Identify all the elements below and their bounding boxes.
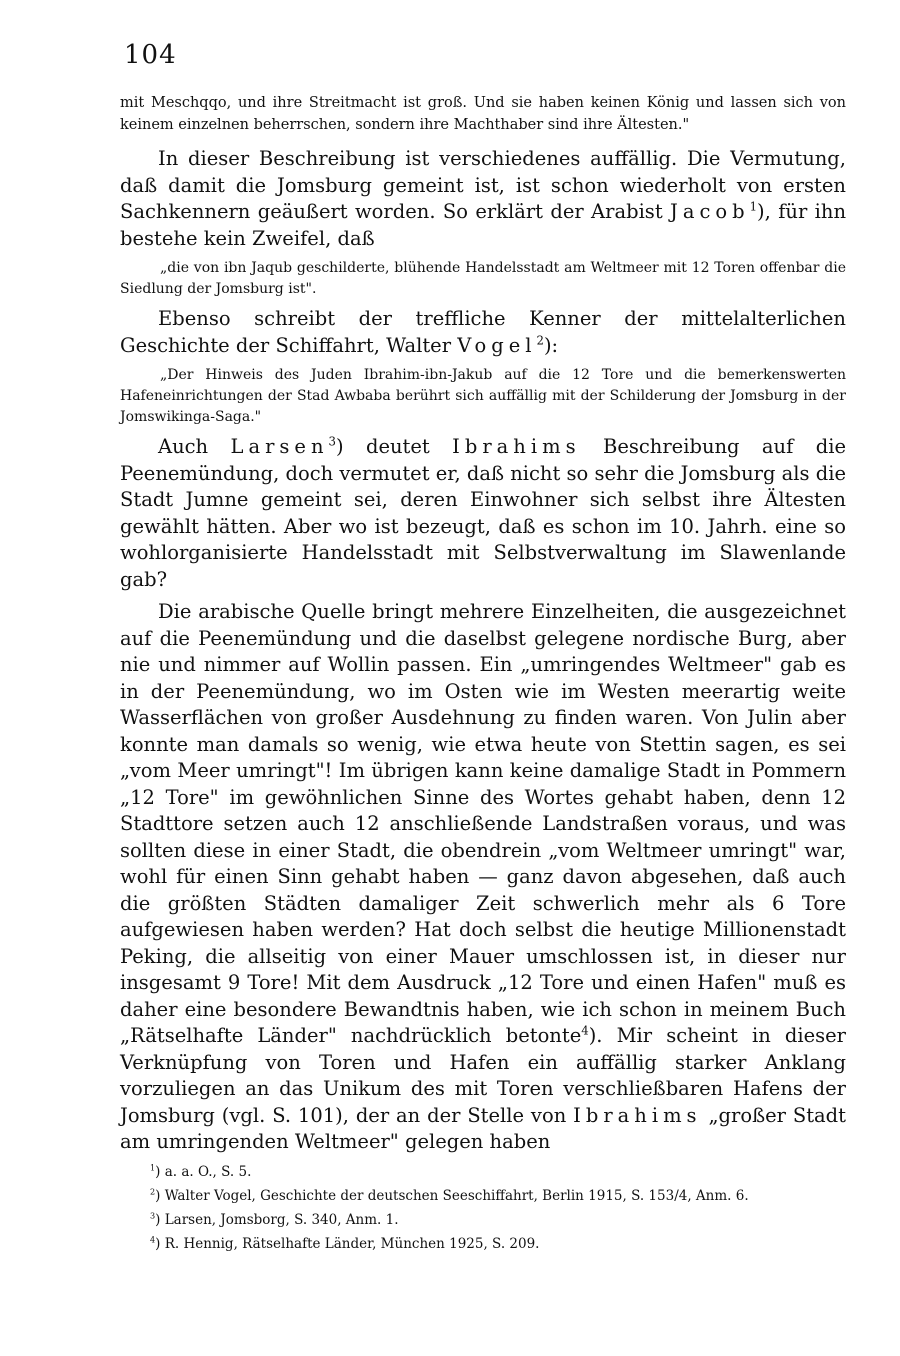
paragraph-3 [120, 434, 846, 593]
quote-jacob: „die von ibn Jaqub geschilderte, blühende Handelsstadt am Weltmeer mit 12 Toren offenbar die Siedlung der Jomsburg ist". [120, 260, 846, 297]
footnote-1 [150, 1160, 846, 1184]
author-name-vogel: Vogel [457, 333, 537, 357]
main-text [120, 146, 846, 1156]
paragraph-2-text-a: Ebenso schreibt der treffliche Kenner der mittelalterlichen Geschichte der Schiffahrt, Walter [120, 307, 846, 357]
footnote-mark-1: 1 [150, 1162, 156, 1173]
name-ibrahims: Ibrahims [452, 435, 581, 458]
footnote-mark-3: 3 [150, 1210, 156, 1221]
footnote-text-2: ) Walter Vogel, Geschichte der deutschen Seeschiffahrt, Berlin 1915, S. 153/4, Anm. 6. [155, 1188, 749, 1204]
paragraph-4-text-c: „großer Stadt am umringenden Weltmeer" gelegen haben [120, 1103, 846, 1153]
continued-quote: mit Meschqqo, und ihre Streitmacht ist groß. Und sie haben keinen König und lassen sich von keinem einzelnen beherrschen, sondern ihre Machthaber sind ihre Ältesten." [120, 95, 846, 133]
paragraph-3-text-a: Auch [158, 435, 231, 458]
footnote-text-1: ) a. a. O., S. 5. [155, 1164, 252, 1180]
footnotes [150, 1160, 846, 1256]
name-ibrahims-2: Ibrahims [573, 1103, 702, 1127]
quote-vogel: „Der Hinweis des Juden Ibrahim-ibn-Jakub auf die 12 Tore und die bemerkenswerten Hafeneinrichtungen der Stad Awbaba berührt sich auffällig mit der Schilderung der Jomsburg in der Jomswikinga-Saga." [120, 367, 846, 425]
author-name-jacob: Jacob [670, 200, 750, 223]
footnote-3 [150, 1208, 846, 1232]
paragraph-3-text-c: Beschreibung auf die Peenemündung, doch vermutet er, daß nicht so sehr die Jomsburg als die Stadt Jumne gemeint sei, deren Einwohner sich selbst ihre Ältesten gewählt hätten. Aber wo ist bezeugt, daß es schon im 10. Jahrh. eine so wohlorganisierte Handelsstadt mit Selbstverwaltung im Slawenlande gab? [120, 435, 846, 591]
paragraph-4-text-b: ). Mir scheint in dieser Verknüpfung von Toren und Hafen ein auffällig starker Anklang vorzuliegen an das Unikum des mit Toren verschließbaren Hafens der Jomsburg (vgl. S. 101), der an der Stelle von [120, 1024, 846, 1127]
paragraph-1-text-b: ), für ihn bestehe kein Zweifel, daß [120, 200, 847, 250]
footnote-text-3: ) Larsen, Jomsborg, S. 340, Anm. 1. [155, 1212, 399, 1228]
paragraph-2 [120, 306, 846, 359]
footnote-ref-2: 2 [536, 333, 544, 347]
paragraph-1 [120, 146, 846, 252]
author-name-larsen: Larsen [230, 435, 329, 458]
footnote-text-4: ) R. Hennig, Rätselhafte Länder, München 1925, S. 209. [155, 1236, 540, 1252]
footnote-ref-1: 1 [749, 199, 758, 214]
footnote-2 [150, 1184, 846, 1208]
footnote-mark-4: 4 [150, 1234, 156, 1245]
footnote-4 [150, 1232, 846, 1256]
footnote-ref-4: 4 [581, 1023, 589, 1038]
page-number: 104 [124, 40, 177, 70]
paragraph-1-text-a: In dieser Beschreibung ist verschiedenes auffällig. Die Vermutung, daß damit die Jomsburg gemeint ist, ist schon wiederholt von ersten Sachkennern geäußert worden. So erklärt der Arabist [120, 147, 846, 223]
footnote-mark-2: 2 [150, 1186, 156, 1197]
paragraph-3-text-b: ) deutet [335, 435, 453, 458]
paragraph-2-text-b: ): [543, 333, 559, 357]
paragraph-4-text-a: Die arabische Quelle bringt mehrere Einzelheiten, die ausgezeichnet auf die Peenemündung und die daselbst gelegene nordische Burg, aber nie und nimmer auf Wollin passen. Ein „umringendes Weltmeer" gab es in der Peenemündung, wo im Osten wie im Westen meerartig weite Wasserflächen von großer Ausdehnung zu finden waren. Von Julin aber konnte man damals so wenig, wie etwa heute von Stettin sagen, es sei „vom Meer umringt"! Im übrigen kann keine damalige Stadt in Pommern „12 Tore" im gewöhnlichen Sinne des Wortes gehabt haben, denn 12 Stadttore setzen auch 12 anschließende Landstraßen voraus, und was sollten diese in einer Stadt, die obendrein „vom Weltmeer umringt" war, wohl für einen Sinn gehabt haben — ganz davon abgesehen, daß auch die größten Städten damaliger Zeit schwerlich mehr als 6 Tore aufgewiesen haben werden? Hat doch selbst die heutige Millionenstadt Peking, die allseitig von einer Mauer umschlossen ist, in dieser nur insgesamt 9 Tore! Mit dem Ausdruck „12 Tore und einen Hafen" muß es daher eine besondere Bewandtnis haben, wie ich schon in meinem Buch „Rätselhafte Länder" nachdrücklich betonte [120, 600, 846, 1047]
paragraph-4 [120, 599, 846, 1156]
footnote-ref-3: 3 [328, 434, 336, 449]
